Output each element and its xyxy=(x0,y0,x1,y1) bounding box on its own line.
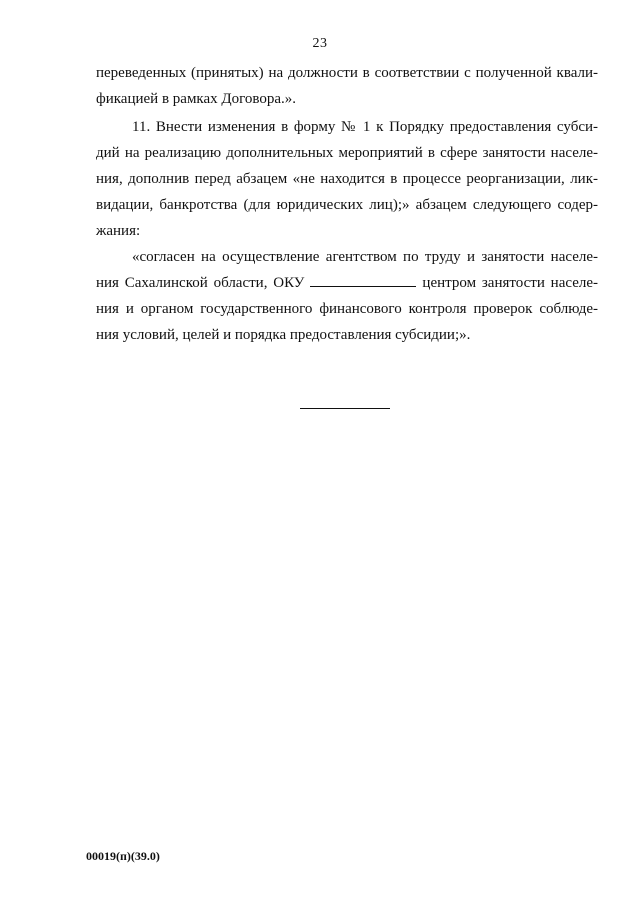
quoted-paragraph xyxy=(96,244,598,348)
text-line: переведенных (принятых) на должности в соответствии с полученной квали- xyxy=(96,65,598,81)
text-line: дий на реализацию дополнительных мероприятий в сфере занятости населе- xyxy=(96,145,598,161)
text-fragment: ния Сахалинской области, ОКУ xyxy=(96,275,305,291)
text-line: 11. Внести изменения в форму № 1 к Порядку предоставления субси- xyxy=(132,119,598,135)
document-code: 00019(п)(39.0) xyxy=(86,849,160,863)
text-fragment: центром занятости населе- xyxy=(422,275,598,291)
text-line: «согласен на осуществление агентством по труду и занятости населе- xyxy=(132,249,598,265)
continuation-paragraph xyxy=(96,60,598,112)
text-line: ния, дополнив перед абзацем «не находится в процессе реорганизации, лик- xyxy=(96,171,598,187)
text-line xyxy=(96,270,598,296)
item-11-paragraph xyxy=(96,114,598,244)
text-line: видации, банкротства (для юридических лиц);» абзацем следующего содер- xyxy=(96,197,598,213)
text-line: ния и органом государственного финансового контроля проверок соблюде- xyxy=(96,301,598,317)
page-number: 23 xyxy=(312,36,328,51)
text-line: ния условий, целей и порядка предоставления субсидии;». xyxy=(96,327,471,343)
end-separator-line xyxy=(300,408,390,409)
text-line: фикацией в рамках Договора.». xyxy=(96,91,297,107)
blank-field-line xyxy=(310,285,416,287)
text-line: жания: xyxy=(96,223,141,239)
